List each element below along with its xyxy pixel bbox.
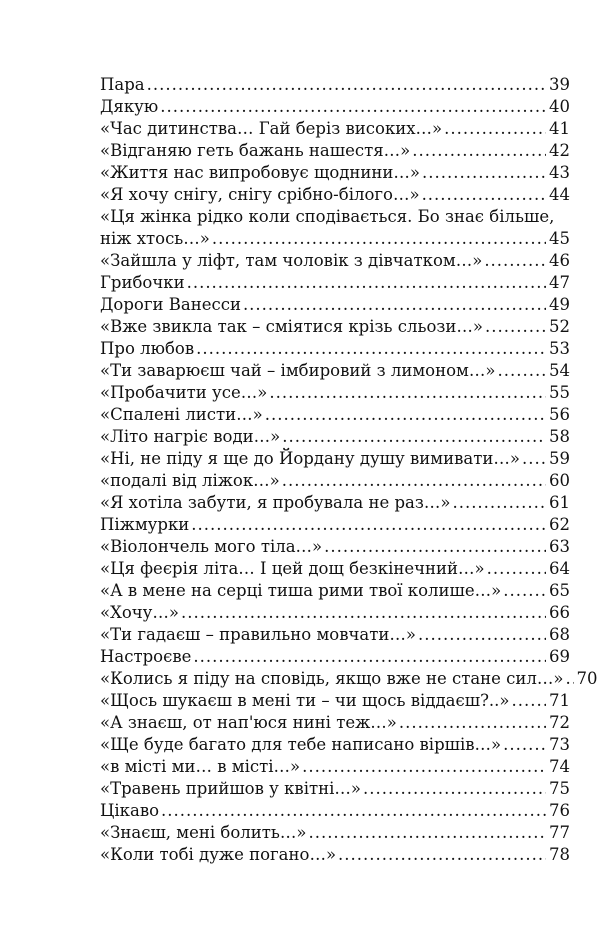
toc-entry (100, 162, 570, 184)
toc-entry-title: Настроєве (100, 647, 192, 666)
toc-entry-title: «Літо нагріє води…» (100, 427, 281, 446)
toc-entry (100, 668, 598, 690)
toc-entry-title: Про любов (100, 339, 195, 358)
toc-entry-title: «Час дитинства… Гай беріз високих…» (100, 119, 443, 138)
toc-entry-page-number: 76 (549, 801, 570, 820)
toc-entry (100, 272, 570, 294)
toc-entry (100, 778, 570, 800)
toc-entry-title: «Ти гадаєш – правильно мовчати…» (100, 625, 416, 644)
toc-entry-page-number: 45 (549, 229, 570, 248)
toc-entry (100, 646, 570, 668)
toc-entry (100, 338, 570, 360)
toc-entry (100, 316, 570, 338)
toc-entry-title: «Відганяю геть бажань нашестя…» (100, 141, 411, 160)
toc-entry (100, 426, 570, 448)
leader-dots (363, 778, 546, 800)
toc-entry (100, 184, 570, 206)
toc-entry-title: «Травень прийшов у квітні…» (100, 779, 361, 798)
leader-dots (487, 558, 546, 580)
leader-dots (485, 316, 546, 338)
toc-entry-title-line1: «Ця жінка рідко коли сподівається. Бо знає більше, (100, 207, 555, 226)
toc-entry (100, 404, 570, 426)
toc-entry-title: «А в мене на серці тиша рими твої колише…» (100, 581, 502, 600)
leader-dots (566, 668, 574, 690)
leader-dots (302, 756, 546, 778)
toc-entry-page-number: 77 (549, 823, 570, 842)
toc-entry-title: «Пробачити усе…» (100, 383, 268, 402)
toc-entry-page-number: 60 (549, 471, 570, 490)
toc-entry-page-number: 52 (549, 317, 570, 336)
leader-dots (399, 712, 546, 734)
toc-entry-page-number: 74 (549, 757, 570, 776)
toc-entry (100, 844, 570, 866)
toc-entry-page-number: 62 (549, 515, 570, 534)
toc-entry (100, 140, 570, 162)
leader-dots (161, 800, 546, 822)
leader-dots (512, 690, 547, 712)
toc-entry (100, 712, 570, 734)
toc-entry-page-number: 65 (549, 581, 570, 600)
toc-entry-page-number: 66 (549, 603, 570, 622)
leader-dots (497, 360, 546, 382)
toc-entry-page-number: 43 (549, 163, 570, 182)
leader-dots (308, 822, 546, 844)
leader-dots (269, 382, 546, 404)
toc-entry (100, 360, 570, 382)
toc-entry-title: «Коли тобі дуже погано…» (100, 845, 337, 864)
toc-entry-title: «подалі від ліжок…» (100, 471, 280, 490)
toc-entry-title: «Життя нас випробовує щоднини…» (100, 163, 421, 182)
leader-dots (484, 250, 546, 272)
toc-entry (100, 690, 570, 712)
toc-entry-page-number: 78 (549, 845, 570, 864)
toc-entry-page-number: 49 (549, 295, 570, 314)
toc-entry (100, 514, 570, 536)
toc-entry-title: «Я хотіла забути, я пробувала не раз…» (100, 493, 451, 512)
toc-entry-title: «Зайшла у ліфт, там чоловік з дівчатком…» (100, 251, 483, 270)
leader-dots (243, 294, 546, 316)
toc-entry-title: «Колись я піду на сповідь, якщо вже не стане сил…» (100, 669, 564, 688)
toc-entry-page-number: 53 (549, 339, 570, 358)
toc-entry (100, 470, 570, 492)
toc-entry-page-number: 56 (549, 405, 570, 424)
toc-entry (100, 734, 570, 756)
toc-entry-page-number: 46 (549, 251, 570, 270)
toc-entry-page-number: 61 (549, 493, 570, 512)
toc-entry-title: «Віолончель мого тіла…» (100, 537, 323, 556)
toc-entry (100, 536, 570, 558)
toc-entry-title: «Ще буде багато для тебе написано віршів…» (100, 735, 502, 754)
toc-entry-title: «Знаєш, мені болить…» (100, 823, 307, 842)
toc-entry-title: «Я хочу снігу, снігу срібно-білого…» (100, 185, 420, 204)
toc-entry-page-number: 73 (549, 735, 570, 754)
toc-entry (100, 800, 570, 822)
toc-entry (100, 74, 570, 96)
toc-entry-page-number: 41 (549, 119, 570, 138)
toc-entry-page-number: 47 (549, 273, 570, 292)
toc-entry-title: Пара (100, 75, 145, 94)
toc-entry-page-number: 63 (549, 537, 570, 556)
toc-entry (100, 96, 570, 118)
leader-dots (444, 118, 546, 140)
leader-dots (191, 514, 546, 536)
leader-dots (181, 602, 546, 624)
toc-entry-title-line2: ніж хтось…» (100, 229, 210, 248)
toc-entry (100, 382, 570, 404)
toc-entry (100, 294, 570, 316)
toc-entry-page-number: 59 (549, 449, 570, 468)
leader-dots (522, 448, 546, 470)
leader-dots (187, 272, 546, 294)
table-of-contents (100, 74, 598, 866)
toc-entry-title: Цікаво (100, 801, 160, 820)
toc-entry-title: Дороги Ванесси (100, 295, 241, 314)
toc-entry-page-number: 54 (549, 361, 570, 380)
toc-entry-title: «Хочу…» (100, 603, 179, 622)
toc-entry (100, 602, 570, 624)
toc-entry-title: Грибочки (100, 273, 185, 292)
toc-entry (100, 118, 570, 140)
toc-entry (100, 206, 570, 250)
toc-entry-page-number: 70 (576, 669, 598, 688)
toc-entry (100, 580, 570, 602)
toc-entry-title: «Вже звикла так – сміятися крізь сльози…» (100, 317, 483, 336)
toc-entry (100, 624, 570, 646)
leader-dots (422, 162, 546, 184)
toc-entry-page-number: 42 (549, 141, 570, 160)
leader-dots (282, 470, 546, 492)
toc-entry (100, 822, 570, 844)
toc-entry-page-number: 64 (549, 559, 570, 578)
toc-entry (100, 492, 570, 514)
toc-entry-title: Дякую (100, 97, 159, 116)
toc-entry-page-number: 44 (549, 185, 570, 204)
toc-entry-title: «Щось шукаєш в мені ти – чи щось віддаєш?..» (100, 691, 510, 710)
toc-entry-title: «Спалені листи…» (100, 405, 263, 424)
leader-dots (212, 228, 546, 250)
toc-entry-title: «А знаєш, от нап'юся нині теж…» (100, 713, 397, 732)
leader-dots (282, 426, 546, 448)
leader-dots (265, 404, 546, 426)
toc-entry-page-number: 55 (549, 383, 570, 402)
toc-entry-page-number: 69 (549, 647, 570, 666)
leader-dots (147, 74, 546, 96)
toc-entry-title: «Ти заварюєш чай – імбировий з лимоном…» (100, 361, 496, 380)
toc-entry-page-number: 58 (549, 427, 570, 446)
leader-dots (412, 140, 546, 162)
leader-dots (422, 184, 546, 206)
leader-dots (503, 734, 546, 756)
toc-entry-title: Піжмурки (100, 515, 190, 534)
toc-entry-title: «Ця феєрія літа… І цей дощ безкінечний…» (100, 559, 485, 578)
leader-dots (503, 580, 546, 602)
leader-dots (452, 492, 546, 514)
toc-entry-page-number: 39 (549, 75, 570, 94)
toc-entry (100, 756, 570, 778)
toc-entry (100, 448, 570, 470)
leader-dots (324, 536, 546, 558)
toc-entry-title: «в місті ми… в місті…» (100, 757, 301, 776)
toc-entry-page-number: 75 (549, 779, 570, 798)
toc-entry (100, 558, 570, 580)
toc-entry-page-number: 68 (549, 625, 570, 644)
leader-dots (196, 338, 546, 360)
toc-entry-page-number: 71 (549, 691, 570, 710)
toc-entry (100, 250, 570, 272)
toc-entry-page-number: 72 (549, 713, 570, 732)
toc-entry-page-number: 40 (549, 97, 570, 116)
leader-dots (160, 96, 546, 118)
toc-entry-title: «Ні, не піду я ще до Йордану душу вимивати…» (100, 449, 520, 468)
leader-dots (418, 624, 546, 646)
leader-dots (338, 844, 546, 866)
leader-dots (193, 646, 546, 668)
